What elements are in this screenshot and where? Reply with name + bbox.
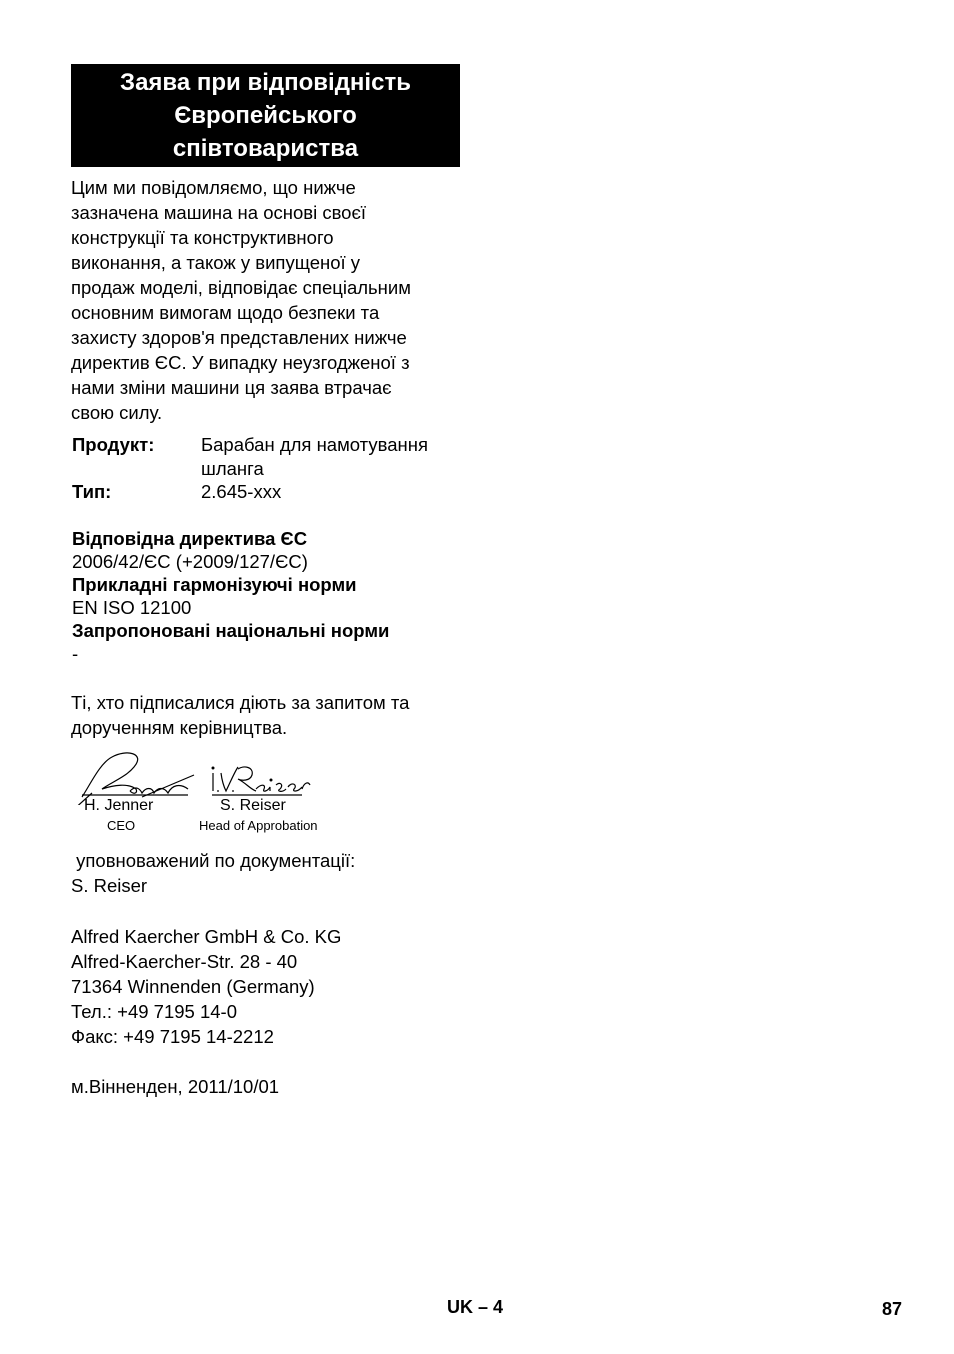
national-norms-heading: Запропоновані національні норми — [72, 620, 390, 641]
directives-block — [72, 527, 472, 665]
signature-drawing — [70, 745, 340, 805]
intro-line: Цим ми повідомляємо, що нижче — [71, 177, 356, 198]
signature-area — [70, 745, 340, 840]
product-value — [201, 433, 471, 481]
product-label: Продукт: — [72, 434, 155, 455]
company-address — [71, 924, 341, 1049]
right-signer-name: S. Reiser — [220, 797, 286, 814]
declaration-title — [71, 64, 460, 167]
intro-paragraph — [71, 175, 463, 425]
place-date: м.Вінненден, 2011/10/01 — [71, 1076, 280, 1097]
intro-line: зазначена машина на основі своєї — [71, 202, 367, 223]
page-number: 87 — [882, 1299, 903, 1319]
harmonized-norms-value: EN ISO 12100 — [72, 597, 192, 618]
type-label: Тип: — [72, 481, 112, 502]
intro-line: нами зміни машини ця заява втрачає — [71, 377, 392, 398]
documentation-authorized — [71, 848, 355, 898]
eu-directive-heading: Відповідна директива ЄС — [72, 528, 308, 549]
intro-line: захисту здоров'я представлених нижче — [71, 327, 407, 348]
intro-line: виконання, а також у випущеної у — [71, 252, 361, 273]
address-line: Alfred-Kaercher-Str. 28 - 40 — [71, 951, 298, 972]
intro-line: основним вимогам щодо безпеки та — [71, 302, 380, 323]
eu-directive-value: 2006/42/ЄС (+2009/127/ЄС) — [72, 551, 308, 572]
address-line: Факс: +49 7195 14-2212 — [71, 1026, 274, 1047]
type-value: 2.645-xxx — [201, 481, 282, 502]
signers-statement — [71, 690, 463, 740]
intro-line: директив ЄС. У випадку неузгодженої з — [71, 352, 410, 373]
product-value-line: шланга — [201, 458, 264, 479]
left-signer-role: CEO — [107, 818, 136, 833]
authorized-label: уповноважений по документації: — [71, 850, 356, 871]
title-line-2: Європейського — [174, 102, 357, 129]
footer-section-label: UK – 4 — [447, 1297, 504, 1317]
left-signer-name: H. Jenner — [84, 797, 154, 814]
title-line-1: Заява при відповідність — [120, 69, 411, 96]
title-line-3: співтовариства — [172, 135, 359, 162]
intro-line: продаж моделі, відповідає спеціальним — [71, 277, 411, 298]
address-line: 71364 Winnenden (Germany) — [71, 976, 315, 997]
product-value-line: Барабан для намотування — [201, 434, 428, 455]
right-signature — [212, 767, 310, 795]
signers-line: дорученням керівництва. — [71, 717, 288, 738]
right-signer-role: Head of Approbation — [199, 818, 318, 833]
address-line: Тел.: +49 7195 14-0 — [71, 1001, 237, 1022]
signers-line: Ті, хто підписалися діють за запитом та — [71, 692, 410, 713]
intro-line: свою силу. — [71, 402, 163, 423]
national-norms-value: - — [72, 643, 79, 664]
intro-line: конструкції та конструктивного — [71, 227, 334, 248]
address-line: Alfred Kaercher GmbH & Co. KG — [71, 926, 342, 947]
harmonized-norms-heading: Прикладні гармонізуючі норми — [72, 574, 357, 595]
authorized-name: S. Reiser — [71, 875, 148, 896]
